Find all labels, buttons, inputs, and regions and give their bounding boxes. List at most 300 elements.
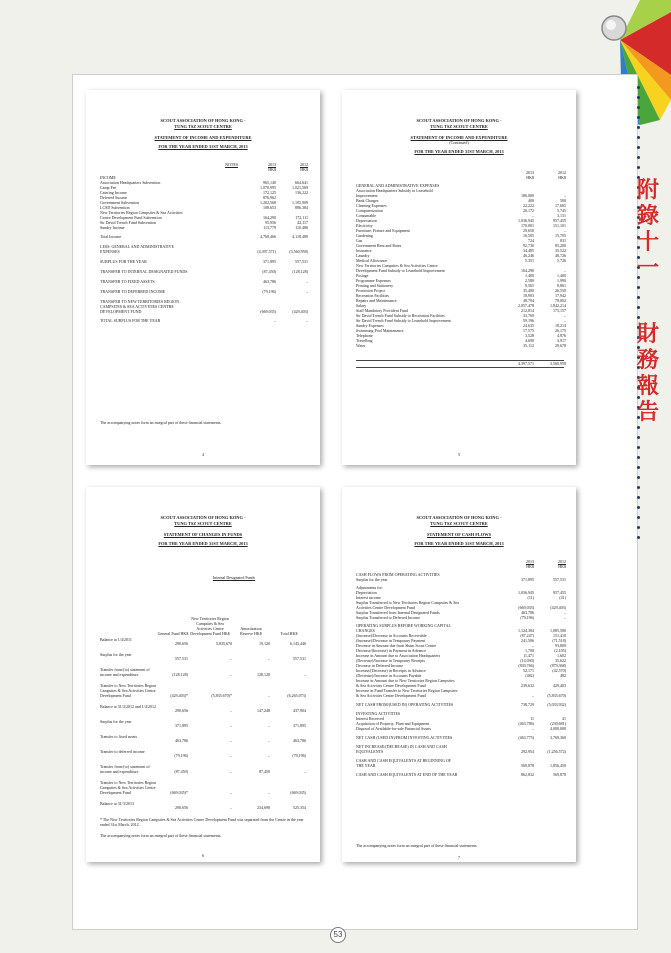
value-2013: 35,112 [523,343,534,348]
value-2013: (669,035) [260,309,276,314]
value-2012: (42,570) [552,668,566,673]
row-label: New Territories Region Campsites & Sea Activities [100,210,183,215]
value-2013: 17,575 [523,328,534,333]
row-label: Increase/(Decrease) in Receipts in Advance [356,668,426,673]
fund-value: 147,248 [257,708,270,713]
fund-value: (79,196) [292,753,306,758]
fund-value: (669,035) [290,790,306,795]
page-header [342,118,576,129]
value-2013: (14,030) [520,658,534,663]
value-2013: 371,895 [263,259,276,264]
fund-value: 290,656 [175,805,188,810]
row-label: THE YEAR [356,763,376,768]
value-2012: 17,942 [555,293,566,298]
value-2013: 16,505 [523,233,534,238]
changes-in-funds-page [86,487,320,862]
value-2012: 569,878 [553,772,566,777]
table-row [100,309,308,314]
fund-value: 437,904 [293,708,306,713]
fund-value: – [230,738,232,743]
row-label: Catering Income [100,190,127,195]
statement-income-page [86,90,320,465]
footnote: The accompanying notes form an integral part of these financial statements. [100,833,222,838]
row-label: Transfer to New Territories Region Campsites & Sea Activities Centre Development Fund [100,683,157,698]
row-label: TOTAL SURPLUS FOR THE YEAR [100,318,161,323]
row-label: CASH AND CASH EQUIVALENTS AT END OF THE YEAR [356,772,458,777]
unit-label: HK$ [558,175,566,180]
table-row [100,734,308,743]
unit-label: HK$ [558,564,566,569]
row-label: LCSD Subvention [100,205,130,210]
value-2012: 557,531 [553,577,566,582]
row-label: Interest income [356,595,381,600]
value-2012: 3,131 [557,213,566,218]
value-2012: 15,705 [555,233,566,238]
value-2013: 24,635 [523,323,534,328]
unit-label: HK$ [526,564,534,569]
value-2012: 4,118,489 [292,234,308,239]
fund-column-header: General Fund HK$ [157,631,189,636]
value-2013: – [532,643,534,648]
row-label: INVESTING ACTIVITIES [356,711,401,716]
statement-title: STATEMENT OF INCOME AND EXPENDITURE [154,135,252,141]
table-row [356,577,564,582]
fund-value: – [268,693,270,698]
value-2013: 52,171 [523,668,534,673]
row-label: Decrease in Amount due from Sham Scout Centre [356,643,437,648]
value-2013: 29,650 [523,228,534,233]
value-2013: (87,247) [520,633,534,638]
value-2012: 41 [562,716,566,721]
value-2013: 95,956 [265,220,276,225]
row-label: TRANSFER TO DEFERRED INCOME [100,289,166,294]
value-2013: – [532,693,534,698]
table-row [100,719,308,728]
value-2012: 482 [560,673,566,678]
row-label: CHANGES [356,628,375,633]
page-number: 53 [330,927,346,943]
table-row [100,279,308,284]
row-label: Disposal of Available-for-sale Financial Assets [356,726,431,731]
row-label: SURPLUS FOR THE YEAR [100,259,147,264]
table-row [356,772,564,777]
value-2013: 2,057,478 [518,303,534,308]
row-label: Government Subvention [100,200,140,205]
row-label: Balance at 1/4/2011 [100,637,132,642]
row-label: Government Rent and Rates [356,243,402,248]
value-2013: 113,779 [263,225,276,230]
value-2013: 463,786 [263,279,276,284]
value-2012: 1,990 [557,278,566,283]
page-no: 7 [458,855,460,860]
value-2012: – [306,289,308,294]
value-2013: 5,351 [525,258,534,263]
value-2013: 164,290 [263,215,276,220]
table-row [100,225,308,230]
value-2012: 35,622 [555,658,566,663]
row-label: Association Headquarters Subsidy to Leasehold [356,188,433,193]
fund-value: (128,128) [172,672,188,677]
row-label: Gardening [356,233,373,238]
centre-name: TUNG TSZ SCOUT CENTRE [174,520,232,526]
row-label: CASH FLOWS FROM OPERATING ACTIVITIES [356,572,440,577]
value-2012: 1,602 [557,653,566,658]
value-2012: – [564,610,566,615]
star-note: * The New Territories Region Campsites & Sea Activities Centre Development Fund was separated from the Centre in the year ended 31st March, 2012. [100,817,304,827]
row-label: DEVELOPMENT FUND [100,309,142,314]
year-2013-header: 2013 [268,162,276,167]
value-2012: 957,455 [553,218,566,223]
fund-value: 371,895 [293,723,306,728]
row-label: EXPENSES [100,249,120,254]
value-2013: 20,172 [523,208,534,213]
row-label: Decrease in Deferred Income [356,663,403,668]
value-2013: 371,895 [521,577,534,582]
year-2013-header: 2013 [526,559,534,564]
footnote: The accompanying notes form an integral part of these financial statements. [356,843,478,848]
statement-title: STATEMENT OF CHANGES IN FUNDS [163,532,243,538]
value-2013: 241,506 [521,638,534,643]
value-2012: 4,000,000 [550,726,566,731]
value-2012: (5,835,670) [547,693,566,698]
value-2012: (1,256,572) [547,749,566,754]
value-2013: (79,196) [262,289,276,294]
value-2013: 170,001 [521,223,534,228]
value-2013: 4,690 [525,338,534,343]
dotted-divider [636,86,642,556]
value-2012: – [564,318,566,323]
row-label: Staff Mandatory Provident Fund [356,308,409,313]
value-2013: (4,397,571) [257,249,276,254]
value-2013: 33,760 [523,313,534,318]
statement-title: STATEMENT OF CASH FLOWS [426,532,492,538]
table-row [356,693,564,698]
column-headers [356,559,564,569]
value-2013: – [532,726,534,731]
section-title-text: 財務報告 [636,322,659,425]
row-label: Insurance [356,248,372,253]
value-2012: 4,876 [557,333,566,338]
row-label: Laundry [356,253,370,258]
table-row [356,615,564,620]
row-label: CAMPSITES & SEA ACTIVITIES CENTRE [100,304,174,309]
value-2012: 1,400 [557,273,566,278]
value-2012: – [564,193,566,198]
fund-value: 463,786 [175,738,188,743]
value-2012: (71,518) [552,638,566,643]
year-2012-header: 2012 [558,559,566,564]
value-2012: 5,726 [557,258,566,263]
row-label: Electricity [356,223,373,228]
fund-value: – [230,769,232,774]
row-label: INCOME [100,175,116,180]
table-row [356,735,564,740]
row-label: Surplus for the year [100,652,132,657]
value-2013: 3,528 [525,333,534,338]
value-2012: 831 [560,238,566,243]
row-label: Programme Expenses [356,278,391,283]
value-2013: 569,878 [521,763,534,768]
row-label: Improvement [356,193,378,198]
cash-flow-table [356,572,564,777]
expenses-total [356,360,564,368]
income-table [100,175,308,323]
value-2012: 957,455 [553,590,566,595]
table-row [356,749,564,754]
value-2013: 22,222 [523,203,534,208]
table-row [100,704,308,713]
org-name: SCOUT ASSOCIATION OF HONG KONG - [416,515,502,520]
value-2012: 93,800 [555,643,566,648]
row-label: Travelling [356,338,373,343]
row-label: Camp Fee [100,185,117,190]
value-2013: 11,471 [523,653,534,658]
row-label: Sir David Trench Fund Subvention [100,220,157,225]
page-no: 4 [202,452,204,457]
total-2013: 4,397,571 [518,361,534,366]
row-label: Sundry Expenses [356,323,384,328]
row-label: Cleaning Expenses [356,203,387,208]
row-label: Transfer from/(to) statement of income and expenditure [100,764,150,774]
value-2012: 8,861 [557,283,566,288]
value-2012: (2,105) [554,648,566,653]
table-row [100,667,308,677]
row-label: TRANSFER TO FIXED ASSETS [100,279,155,284]
value-2013: 34,485 [523,248,534,253]
page-no: 6 [202,853,204,858]
value-2012: 151,101 [553,223,566,228]
row-label: Medical Allowance [356,258,388,263]
statement-expenses-page [342,90,576,465]
row-label: Surplus Transferred to Deferred Income [356,615,420,620]
row-label: Surplus Transferred to New Territories Region Campsites & Sea [356,600,459,605]
row-label: Salary [356,303,367,308]
unit-label: HK$ [300,167,308,172]
statement-period: FOR THE YEAR ENDED 31ST MARCH, 2013 [414,149,504,155]
fund-value: (5,835,670)* [211,693,232,698]
value-2013: (87,450) [262,269,276,274]
value-2012: – [564,228,566,233]
row-label: Transfer to fixed assets [100,734,138,739]
value-2013: 11 [530,716,534,721]
page-header [86,118,320,129]
value-2012: 557,531 [295,259,308,264]
table-row [100,234,308,239]
row-label: Surplus for the year [100,719,132,724]
row-label: Transfer to New Territories Region Campsites & Sea Activities Centre Development Fund [100,780,157,795]
row-label: & Sea Activities Centre Development Fund [356,683,426,688]
fund-value: 234,698 [257,805,270,810]
value-2013: (11) [527,595,534,600]
centre-name: TUNG TSZ SCOUT CENTRE [430,520,488,526]
year-2012-header: 2012 [300,162,308,167]
value-2013: 400 [528,198,534,203]
row-label: CASH AND CASH EQUIVALENTS AT BEGINNING OF [356,758,451,763]
table-row [356,763,564,768]
value-2013: 965,140 [263,180,276,185]
org-name: SCOUT ASSOCIATION OF HONG KONG - [160,118,246,123]
value-2012: 136,222 [295,190,308,195]
appendix-title [633,178,663,282]
row-label: Activities Centre Development Fund [356,605,415,610]
row-label: Surplus for the year [356,577,388,582]
row-label: (Increase)/Decrease in Accounts Receivable [356,633,427,638]
row-label: EQUIVALENTS [356,749,384,754]
value-2013: 463,786 [521,610,534,615]
unit-label: HK$ [268,167,276,172]
row-label: NET INCREASE/(DECREASE) IN CASH AND CASH [356,744,447,749]
value-2013: 1,070,995 [260,185,276,190]
value-2012: 17,665 [555,203,566,208]
value-2013: (830,766) [518,663,534,668]
table-row [100,318,308,323]
value-2012: (3,560,958) [289,249,308,254]
table-row [100,764,308,774]
row-label: NET CASH FROM/(USED IN) OPERATING ACTIVITIES [356,702,454,707]
column-headers [100,162,308,172]
notes-header: NOTES [225,162,238,167]
table-row [100,289,308,294]
total-2012: 3,560,958 [550,361,566,366]
table-row [100,683,308,698]
row-label: Sir David Trench Fund Subsidy to Leasehold Improvement [356,318,451,323]
value-2013: 724 [528,238,534,243]
value-2012: 1,085,580 [550,628,566,633]
column-headers [356,170,564,180]
fund-value: – [268,656,270,661]
row-label: Increase in Amount due to New Territories Region Campsites [356,678,455,683]
value-2012: 3,917 [557,338,566,343]
value-2012: (41) [559,595,566,600]
fund-value: (429,403)* [170,693,188,698]
row-label: Deferred Income [100,195,128,200]
group-header: Internal Designated Funds [212,575,256,580]
fund-column-header: Amortization Reserve HK$ [240,626,262,636]
value-2013: 164,290 [521,268,534,273]
value-2013: 18,903 [523,293,534,298]
row-label: Surplus Transferred from Internal Designated Funds [356,610,440,615]
value-2013: 48,794 [523,298,534,303]
fund-value: 525,354 [293,805,306,810]
value-2012: 1,021,569 [292,185,308,190]
row-label: Increase in Fund Transfer to New Territories Region Campsites [356,688,458,693]
value-2013: 212,814 [521,308,534,313]
value-2012: (128,128) [292,269,308,274]
table-row [100,249,308,254]
value-2012: 1,105,909 [292,200,308,205]
value-2012: 78,002 [555,298,566,303]
value-2012: (879,368) [550,663,566,668]
value-2013: 9,565 [525,283,534,288]
row-label: New Territories Campsites & Sea Activities Centre [356,263,438,268]
fund-value: – [268,790,270,795]
value-2013: (669,035) [518,605,534,610]
statement-title: STATEMENT OF INCOME AND EXPENDITURE [410,135,508,141]
fund-value: 5,835,670 [216,641,232,646]
value-2012: 26,175 [555,328,566,333]
value-2012: 85,200 [555,243,566,248]
row-label: (Decrease)/Increase in Accounts Payable [356,673,422,678]
value-2013: 1,124,384 [518,628,534,633]
value-2012: 886,384 [295,205,308,210]
value-2013: 35,400 [523,288,534,293]
value-2013: 862,832 [521,772,534,777]
row-label: Swimming Pool Maintenance [356,328,404,333]
fund-value: 371,895 [175,723,188,728]
row-label: OPERATING SURPLUS BEFORE WORKING CAPITAL [356,623,451,628]
value-2013: 1,036,945 [518,218,534,223]
funds-table [100,637,308,816]
row-label: Bank Charges [356,198,379,203]
row-label: TRANSFER TO INTERNAL DESIGNATED FUNDS [100,269,188,274]
value-2012: 664,641 [295,180,308,185]
value-2012: 5,745 [557,208,566,213]
value-2013: 59,196 [523,318,534,323]
value-2012: 429,403 [553,683,566,688]
fund-value: – [230,723,232,728]
fund-value: (87,450) [174,769,188,774]
value-2013: 4,769,466 [260,234,276,239]
row-label: Water [356,343,366,348]
value-2012: (429,403) [550,605,566,610]
value-2013: 2,580 [525,278,534,283]
table-row [100,259,308,264]
value-2013: 292,954 [521,749,534,754]
table-row [356,702,564,707]
table-row [100,749,308,758]
fund-value: 19,120 [259,641,270,646]
statement-period: FOR THE YEAR ENDED 31ST MARCH, 2013 [158,144,248,150]
value-2012: 175,157 [553,308,566,313]
value-2012: (429,403) [292,309,308,314]
row-label: NET CASH (USED IN)/FROM INVESTING ACTIVITIES [356,735,453,740]
value-2012: 172,111 [295,215,308,220]
table-row [100,780,308,795]
value-2012: – [306,318,308,323]
fund-value: – [304,672,306,677]
centre-name: TUNG TSZ SCOUT CENTRE [174,123,232,129]
row-label: Telephone [356,333,373,338]
value-2012: 110,486 [295,225,308,230]
value-2013: 1,036,945 [518,590,534,595]
row-label: Gas [356,238,363,243]
row-label: LESS: GENERAL AND ADMINISTRATIVE [100,244,174,249]
row-label: Total Income [100,234,122,239]
page-no: 5 [458,452,460,457]
row-label: Depreciation [356,218,377,223]
statement-period: FOR THE YEAR ENDED 31ST MARCH, 2013 [414,541,504,547]
value-2012: – [306,279,308,284]
continued-label: (Continued) [449,140,469,146]
value-2012: 151,410 [553,633,566,638]
table-row [100,269,308,274]
row-label: Adjustments for: [356,585,383,590]
row-label: & Sea Activities Centre Development Fund [356,693,426,698]
row-label: Balance at 31/3/2013 [100,801,134,806]
fund-value: – [230,672,232,677]
value-2013: (463,775) [518,735,534,740]
row-label: Postage [356,273,369,278]
value-2012: 29,678 [555,343,566,348]
value-2013: 186,000 [521,193,534,198]
fund-value: 87,450 [259,769,270,774]
fund-value: – [230,708,232,713]
fund-value: 463,786 [293,738,306,743]
row-label: (Increase)/Decrease in Temporary Payment [356,638,426,643]
value-2012: 1,856,450 [550,763,566,768]
fund-value: – [230,753,232,758]
row-label: Depreciation [356,590,377,595]
